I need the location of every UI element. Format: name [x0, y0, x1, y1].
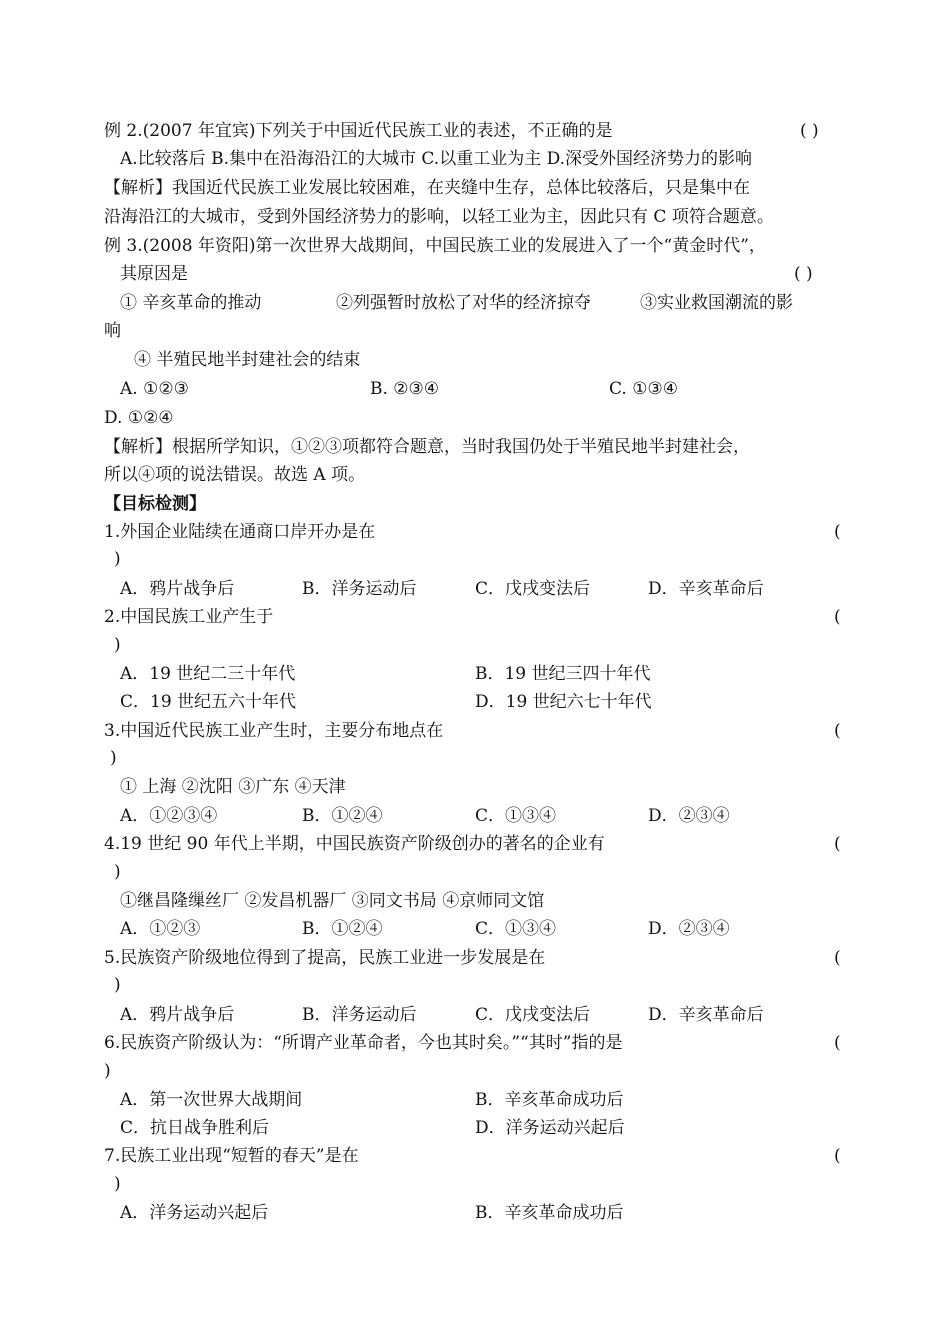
q1-option-c: C．戊戌变法后: [475, 579, 591, 599]
q7-stem: 7.民族工业出现“短暂的春天”是在: [104, 1146, 359, 1166]
q1-paren-close: ): [114, 549, 121, 569]
example2-analysis-line2: 沿海沿江的大城市，受到外国经济势力的影响，以轻工业为主，因此只有 C 项符合题意。: [104, 207, 774, 227]
example2-options: A.比较落后 B.集中在沿海沿江的大城市 C.以重工业为主 D.深受外国经济势力的影响: [120, 149, 753, 169]
q2-option-c: C．19 世纪五六十年代: [120, 692, 297, 712]
q3-option-d: D．②③④: [648, 806, 730, 826]
q4-paren-open: (: [834, 834, 841, 854]
q5-option-a: A．鸦片战争后: [120, 1005, 235, 1025]
q2-stem: 2.中国民族工业产生于: [104, 607, 274, 627]
example3-option-d: D. ①②④: [104, 408, 174, 428]
q5-paren-open: (: [834, 948, 841, 968]
example2-answer-paren: ( ): [800, 121, 819, 141]
q4-paren-close: ): [114, 862, 121, 882]
example3-item-4: ④ 半殖民地半封建社会的结束: [134, 350, 361, 370]
q4-option-b: B．①②④: [302, 919, 383, 939]
q5-option-d: D．辛亥革命后: [648, 1005, 764, 1025]
q5-stem: 5.民族资产阶级地位得到了提高，民族工业进一步发展是在: [104, 948, 546, 968]
q4-option-a: A．①②③: [120, 919, 201, 939]
example3-item-3-wrap: 响: [104, 321, 121, 341]
q7-paren-close: ): [114, 1174, 121, 1194]
example3-option-a: A. ①②③: [120, 379, 189, 399]
q7-option-a: A．洋务运动兴起后: [120, 1203, 269, 1223]
example3-answer-paren: ( ): [794, 264, 813, 284]
q1-stem: 1.外国企业陆续在通商口岸开办是在: [104, 522, 376, 542]
section-title: 【目标检测】: [104, 494, 206, 514]
q3-option-a: A．①②③④: [120, 806, 218, 826]
q5-option-b: B．洋务运动后: [302, 1005, 417, 1025]
q4-option-c: C．①③④: [475, 919, 557, 939]
q4-option-d: D．②③④: [648, 919, 730, 939]
q3-option-b: B．①②④: [302, 806, 383, 826]
q3-items: ① 上海 ②沈阳 ③广东 ④天津: [120, 777, 346, 797]
q3-option-c: C．①③④: [475, 806, 557, 826]
q6-option-b: B．辛亥革命成功后: [475, 1090, 624, 1110]
q3-paren-close: ): [110, 748, 117, 768]
q6-option-c: C．抗日战争胜利后: [120, 1118, 270, 1138]
q2-option-b: B．19 世纪三四十年代: [475, 664, 651, 684]
example3-item-2: ②列强暂时放松了对华的经济掠夺: [336, 293, 591, 313]
example2-stem: 例 2.(2007 年宜宾)下列关于中国近代民族工业的表述，不正确的是: [104, 121, 613, 141]
example3-item-3: ③实业救国潮流的影: [640, 293, 793, 313]
q2-option-a: A．19 世纪二三十年代: [120, 664, 296, 684]
q6-option-a: A．第一次世界大战期间: [120, 1090, 303, 1110]
example3-stem-line1: 例 3.(2008 年资阳)第一次世界大战期间，中国民族工业的发展进入了一个“黄金时代”，: [104, 236, 766, 256]
example3-item-1: ① 辛亥革命的推动: [120, 293, 262, 313]
q1-option-d: D．辛亥革命后: [648, 579, 764, 599]
q5-option-c: C．戊戌变法后: [475, 1005, 591, 1025]
q2-option-d: D．19 世纪六七十年代: [475, 692, 652, 712]
example3-option-b: B. ②③④: [370, 379, 440, 399]
q6-paren-open: (: [834, 1033, 841, 1053]
example3-option-c: C. ①③④: [609, 379, 678, 399]
q4-stem: 4.19 世纪 90 年代上半期，中国民族资产阶级创办的著名的企业有: [104, 834, 605, 854]
q1-paren-open: (: [834, 522, 841, 542]
q4-items: ①继昌隆缫丝厂 ②发昌机器厂 ③同文书局 ④京师同文馆: [120, 891, 545, 911]
example2-analysis-line1: 【解析】我国近代民族工业发展比较困难，在夹缝中生存，总体比较落后，只是集中在: [104, 178, 750, 198]
q1-option-a: A．鸦片战争后: [120, 579, 235, 599]
q3-paren-open: (: [834, 721, 841, 741]
q6-stem: 6.民族资产阶级认为：“所谓产业革命者，今也其时矣。”“其时”指的是: [104, 1033, 623, 1053]
q6-option-d: D．洋务运动兴起后: [475, 1118, 625, 1138]
q7-paren-open: (: [834, 1146, 841, 1166]
q7-option-b: B．辛亥革命成功后: [475, 1203, 624, 1223]
example3-analysis-line2: 所以④项的说法错误。故选 A 项。: [104, 465, 366, 485]
q6-paren-close: ): [104, 1061, 111, 1081]
q5-paren-close: ): [114, 975, 121, 995]
example3-analysis-line1: 【解析】根据所学知识，①②③项都符合题意，当时我国仍处于半殖民地半封建社会，: [104, 437, 750, 457]
q1-option-b: B．洋务运动后: [302, 579, 417, 599]
q2-paren-open: (: [834, 607, 841, 627]
q2-paren-close: ): [114, 635, 121, 655]
example3-stem-line2: 其原因是: [120, 264, 188, 284]
q3-stem: 3.中国近代民族工业产生时，主要分布地点在: [104, 721, 444, 741]
